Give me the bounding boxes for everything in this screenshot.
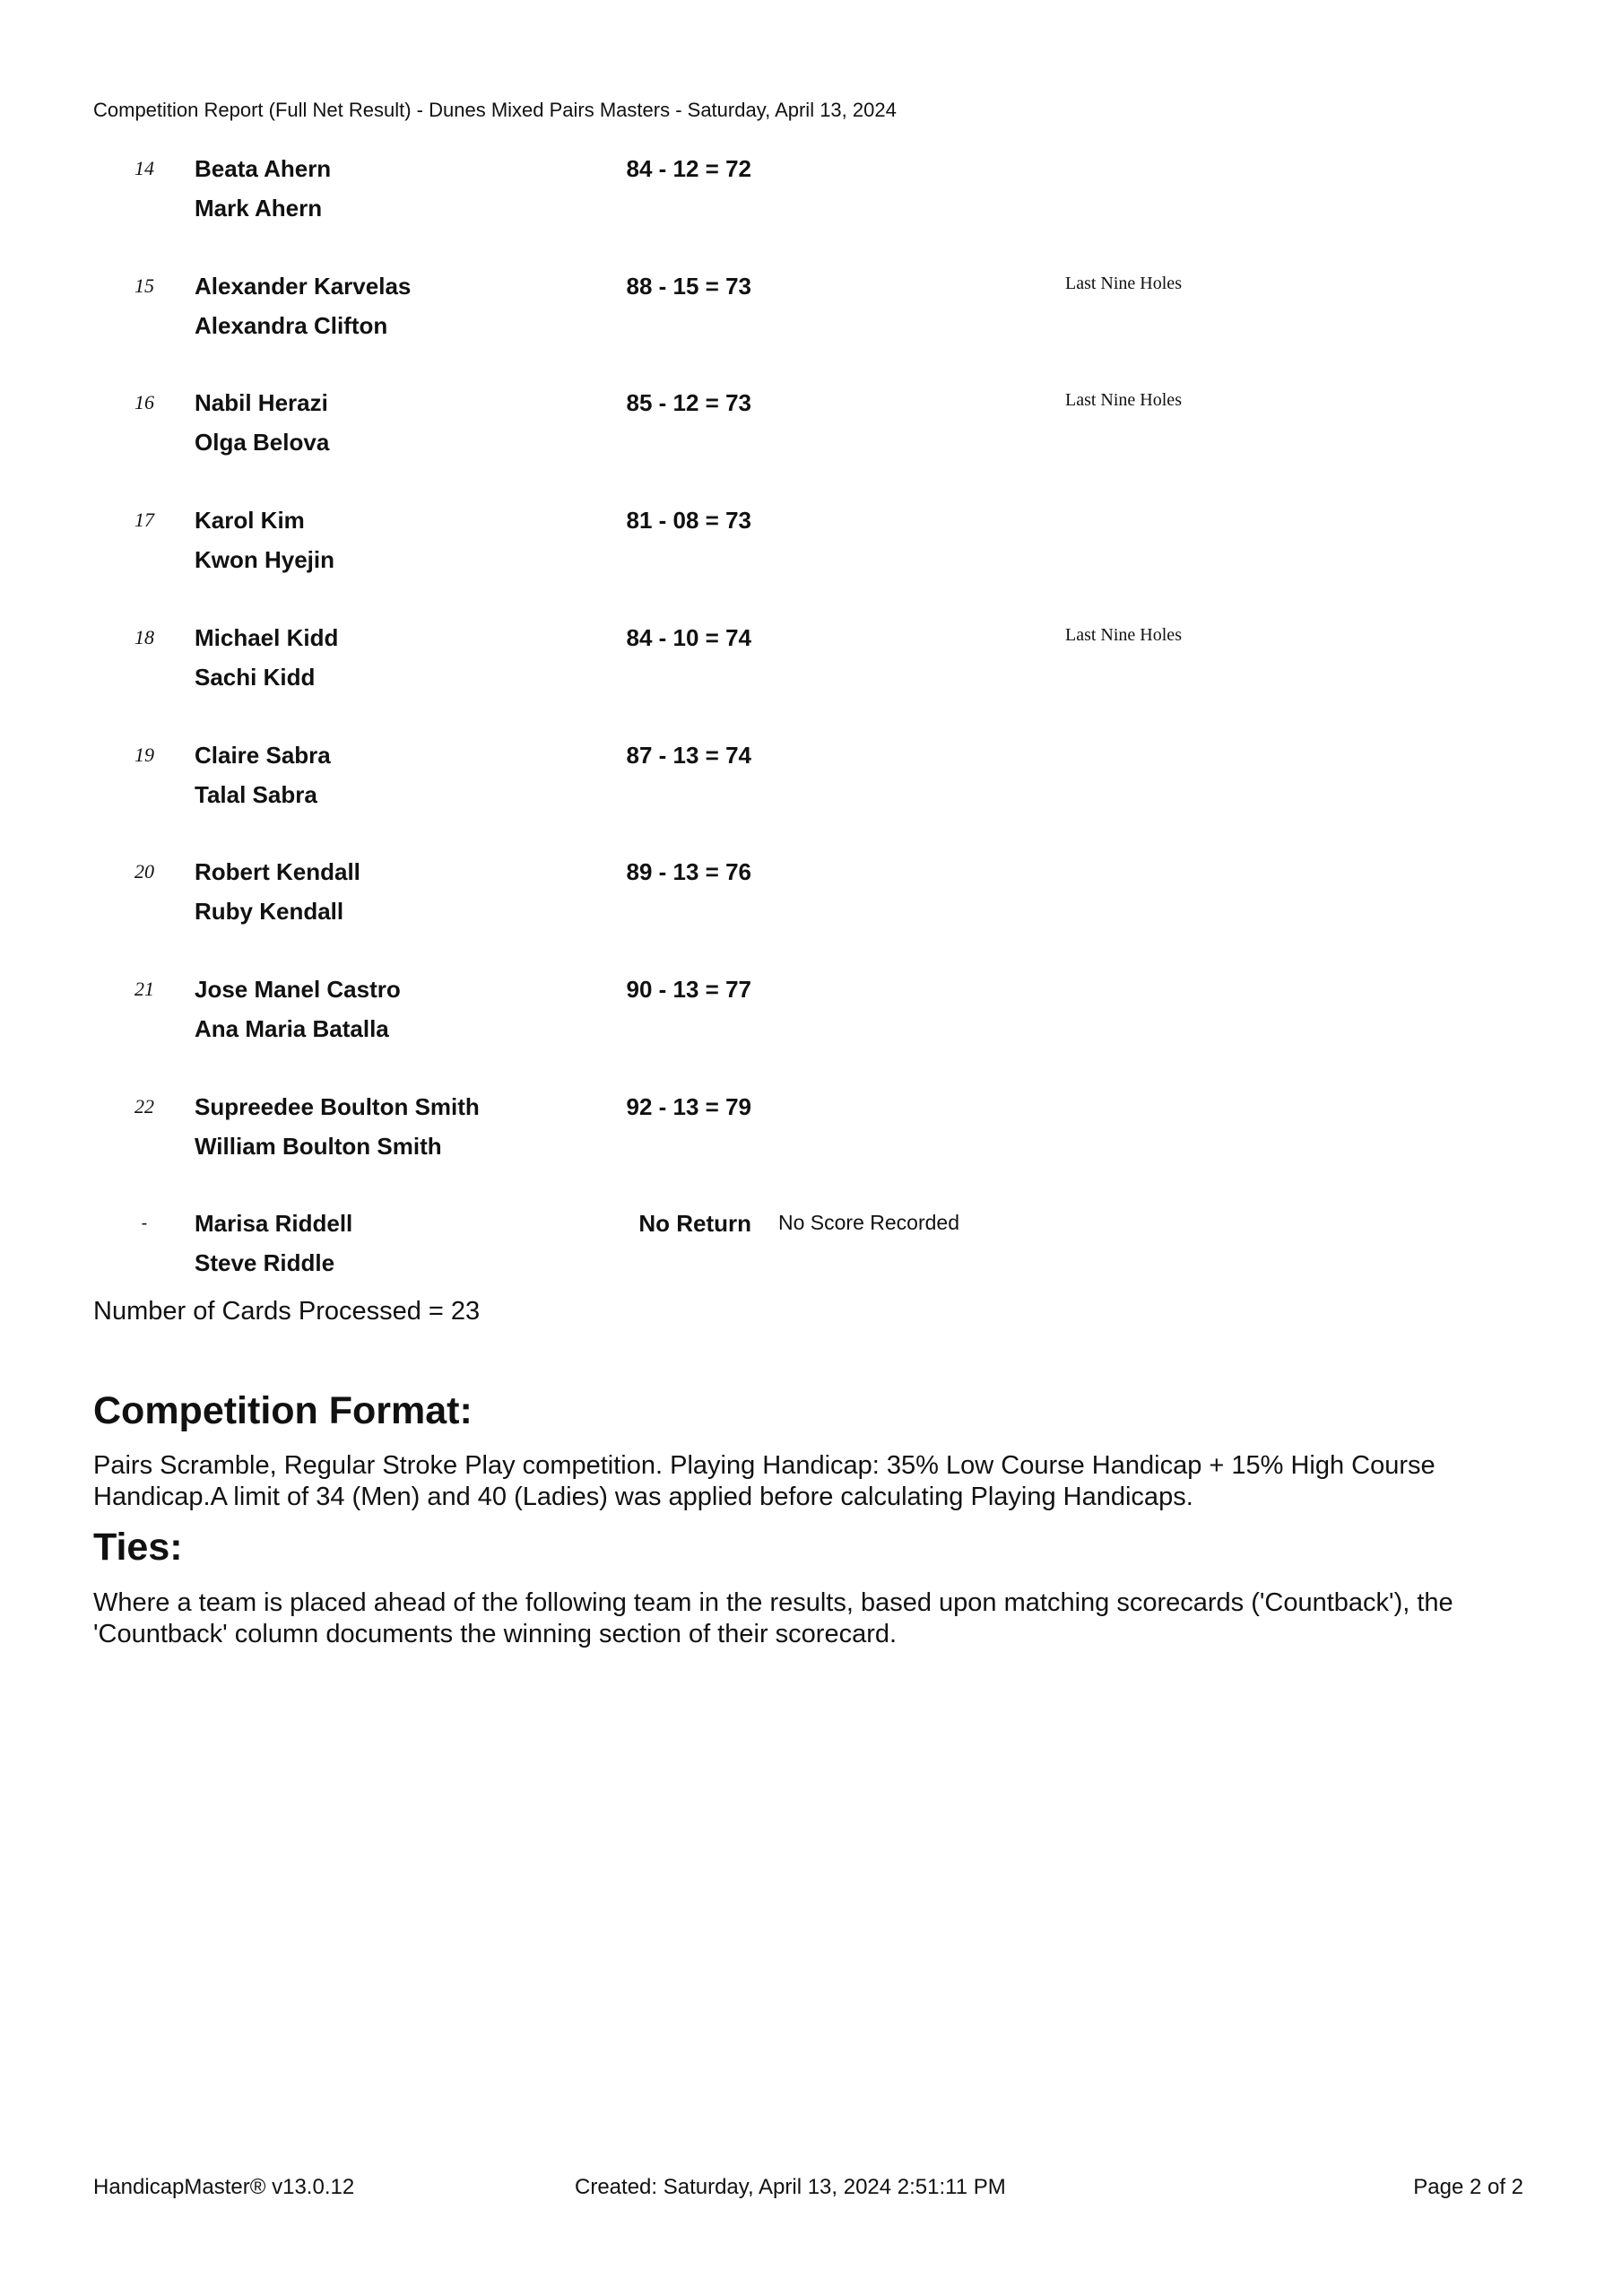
countback-note: Last Nine Holes bbox=[1065, 273, 1182, 293]
player-name: Supreedee Boulton Smith bbox=[195, 1092, 480, 1120]
ties-heading: Ties: bbox=[93, 1526, 183, 1569]
rank: 22 bbox=[134, 1094, 154, 1118]
player-name: Ana Maria Batalla bbox=[195, 1014, 389, 1042]
rank: 20 bbox=[134, 860, 154, 883]
result-row bbox=[0, 1208, 1622, 1294]
net-score: 88 - 15 = 73 bbox=[626, 272, 751, 300]
net-score: 84 - 12 = 72 bbox=[626, 155, 751, 182]
rank: 17 bbox=[134, 509, 154, 532]
footer-software-version: HandicapMaster® v13.0.12 bbox=[93, 2175, 355, 2199]
net-score: 87 - 13 = 74 bbox=[626, 741, 751, 769]
result-row bbox=[0, 622, 1622, 709]
rank: 14 bbox=[134, 157, 154, 179]
ties-text: Where a team is placed ahead of the following team in the results, based upon matching scorecards ('Countback'), the 'Countback' column documents the winning section of their scorecard. bbox=[93, 1588, 1453, 1648]
player-name: Ruby Kendall bbox=[195, 898, 344, 926]
rank: 15 bbox=[134, 274, 154, 297]
result-row bbox=[0, 505, 1622, 591]
player-name: Mark Ahern bbox=[195, 195, 323, 222]
player-name: Nabil Herazi bbox=[195, 389, 328, 417]
rank: 19 bbox=[134, 743, 154, 766]
result-row bbox=[0, 974, 1622, 1060]
report-header: Competition Report (Full Net Result) - Dunes Mixed Pairs Masters - Saturday, April 13, 2024 bbox=[93, 99, 897, 121]
net-score: 84 - 10 = 74 bbox=[626, 623, 751, 651]
player-name: Sachi Kidd bbox=[195, 663, 316, 691]
rank: - bbox=[141, 1213, 148, 1234]
player-name: Talal Sabra bbox=[195, 780, 317, 808]
player-name: Kwon Hyejin bbox=[195, 546, 335, 574]
player-name: Marisa Riddell bbox=[195, 1210, 353, 1238]
rank: 18 bbox=[134, 625, 154, 648]
net-score: 90 - 13 = 77 bbox=[626, 975, 751, 1003]
player-name: Beata Ahern bbox=[195, 155, 332, 182]
player-name: William Boulton Smith bbox=[195, 1132, 442, 1160]
net-score: No Return bbox=[638, 1210, 751, 1238]
player-name: Claire Sabra bbox=[195, 741, 331, 769]
result-row bbox=[0, 857, 1622, 943]
player-name: Jose Manel Castro bbox=[195, 975, 401, 1003]
result-row bbox=[0, 271, 1622, 357]
result-row bbox=[0, 740, 1622, 826]
net-score: 85 - 12 = 73 bbox=[626, 389, 751, 417]
result-row bbox=[0, 153, 1622, 239]
result-row bbox=[0, 387, 1622, 474]
net-score: 81 - 08 = 73 bbox=[626, 507, 751, 535]
competition-format-heading: Competition Format: bbox=[93, 1389, 473, 1432]
status-note: No Score Recorded bbox=[778, 1211, 959, 1235]
competition-format-text: Pairs Scramble, Regular Stroke Play competition. Playing Handicap: 35% Low Course Handicap + 15% High Course Handicap.A limit of 34 (Men) and 40 (Ladies) was applied before calculating Playing Handicaps. bbox=[93, 1451, 1436, 1511]
player-name: Michael Kidd bbox=[195, 623, 339, 651]
player-name: Karol Kim bbox=[195, 507, 305, 535]
player-name: Steve Riddle bbox=[195, 1249, 335, 1277]
net-score: 92 - 13 = 79 bbox=[626, 1092, 751, 1120]
rank: 16 bbox=[134, 391, 154, 414]
net-score: 89 - 13 = 76 bbox=[626, 858, 751, 886]
footer-created-timestamp: Created: Saturday, April 13, 2024 2:51:11 PM bbox=[575, 2175, 1006, 2199]
cards-processed: Number of Cards Processed = 23 bbox=[93, 1297, 481, 1326]
result-row bbox=[0, 1091, 1622, 1178]
rank: 21 bbox=[134, 977, 154, 1000]
countback-note: Last Nine Holes bbox=[1065, 390, 1182, 411]
player-name: Alexandra Clifton bbox=[195, 311, 388, 339]
footer-page-number: Page 2 of 2 bbox=[1413, 2175, 1523, 2199]
countback-note: Last Nine Holes bbox=[1065, 624, 1182, 645]
player-name: Robert Kendall bbox=[195, 858, 360, 886]
player-name: Alexander Karvelas bbox=[195, 272, 412, 300]
player-name: Olga Belova bbox=[195, 429, 330, 457]
